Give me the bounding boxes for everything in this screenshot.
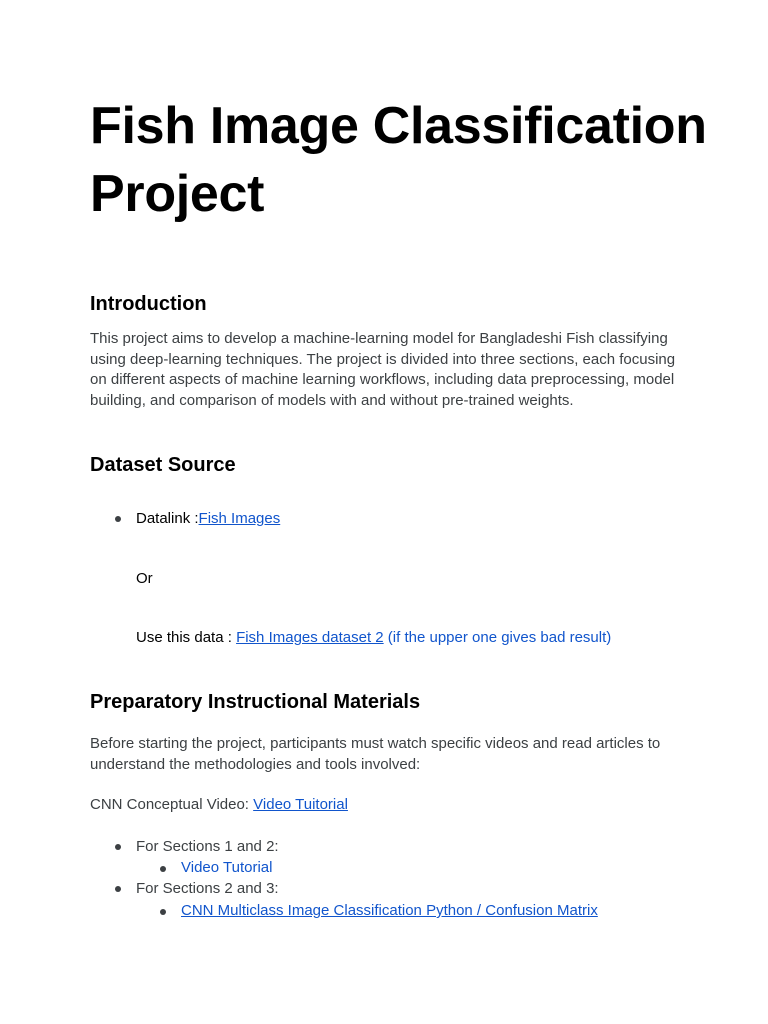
cnn-video-tutorial-link[interactable]: Video Tuitorial — [253, 796, 348, 813]
cnn-video-line — [90, 795, 348, 815]
document-title: Fish Image Classification Project — [90, 97, 707, 223]
fish-images-link[interactable]: Fish Images — [198, 510, 281, 527]
alt-data-note: (if the upper one gives bad result) — [383, 629, 612, 646]
datalink-label: Datalink : — [136, 510, 199, 527]
bullet-icon — [160, 909, 166, 915]
alt-data-line — [136, 628, 611, 648]
materials-heading: Preparatory Instructional Materials — [90, 691, 421, 713]
cnn-multiclass-link[interactable]: CNN Multiclass Image Classification Python / Confusion Matrix — [181, 902, 598, 919]
cnn-video-label: CNN Conceptual Video: — [90, 796, 254, 813]
sections-1-2-label: For Sections 1 and 2: — [136, 838, 279, 855]
or-text: Or — [136, 570, 153, 587]
sections-2-3-label: For Sections 2 and 3: — [136, 880, 279, 897]
introduction-heading: Introduction — [90, 293, 207, 315]
datalink-line — [136, 509, 280, 529]
bullet-icon — [115, 844, 121, 850]
use-data-label: Use this data : — [136, 629, 237, 646]
introduction-paragraph: This project aims to develop a machine-learning model for Bangladeshi Fish classifying using deep-learning techniques. The project is divided into three sections, each focusing on different aspects of machine learning workflows, including data preprocessing, model building, and comparison of models with and without pre-trained weights. — [90, 330, 676, 409]
fish-images-dataset-2-link[interactable]: Fish Images dataset 2 — [236, 629, 384, 646]
bullet-icon — [115, 516, 121, 522]
video-tutorial-link[interactable]: Video Tutorial — [181, 859, 273, 876]
materials-intro: Before starting the project, participants must watch specific videos and read articles to understand the methodologies and tools involved: — [90, 735, 661, 773]
sections-1-2-sublink-line — [181, 858, 272, 878]
bullet-icon — [160, 866, 166, 872]
sections-2-3-sublink-line — [181, 901, 598, 921]
dataset-heading: Dataset Source — [90, 454, 236, 476]
bullet-icon — [115, 886, 121, 892]
